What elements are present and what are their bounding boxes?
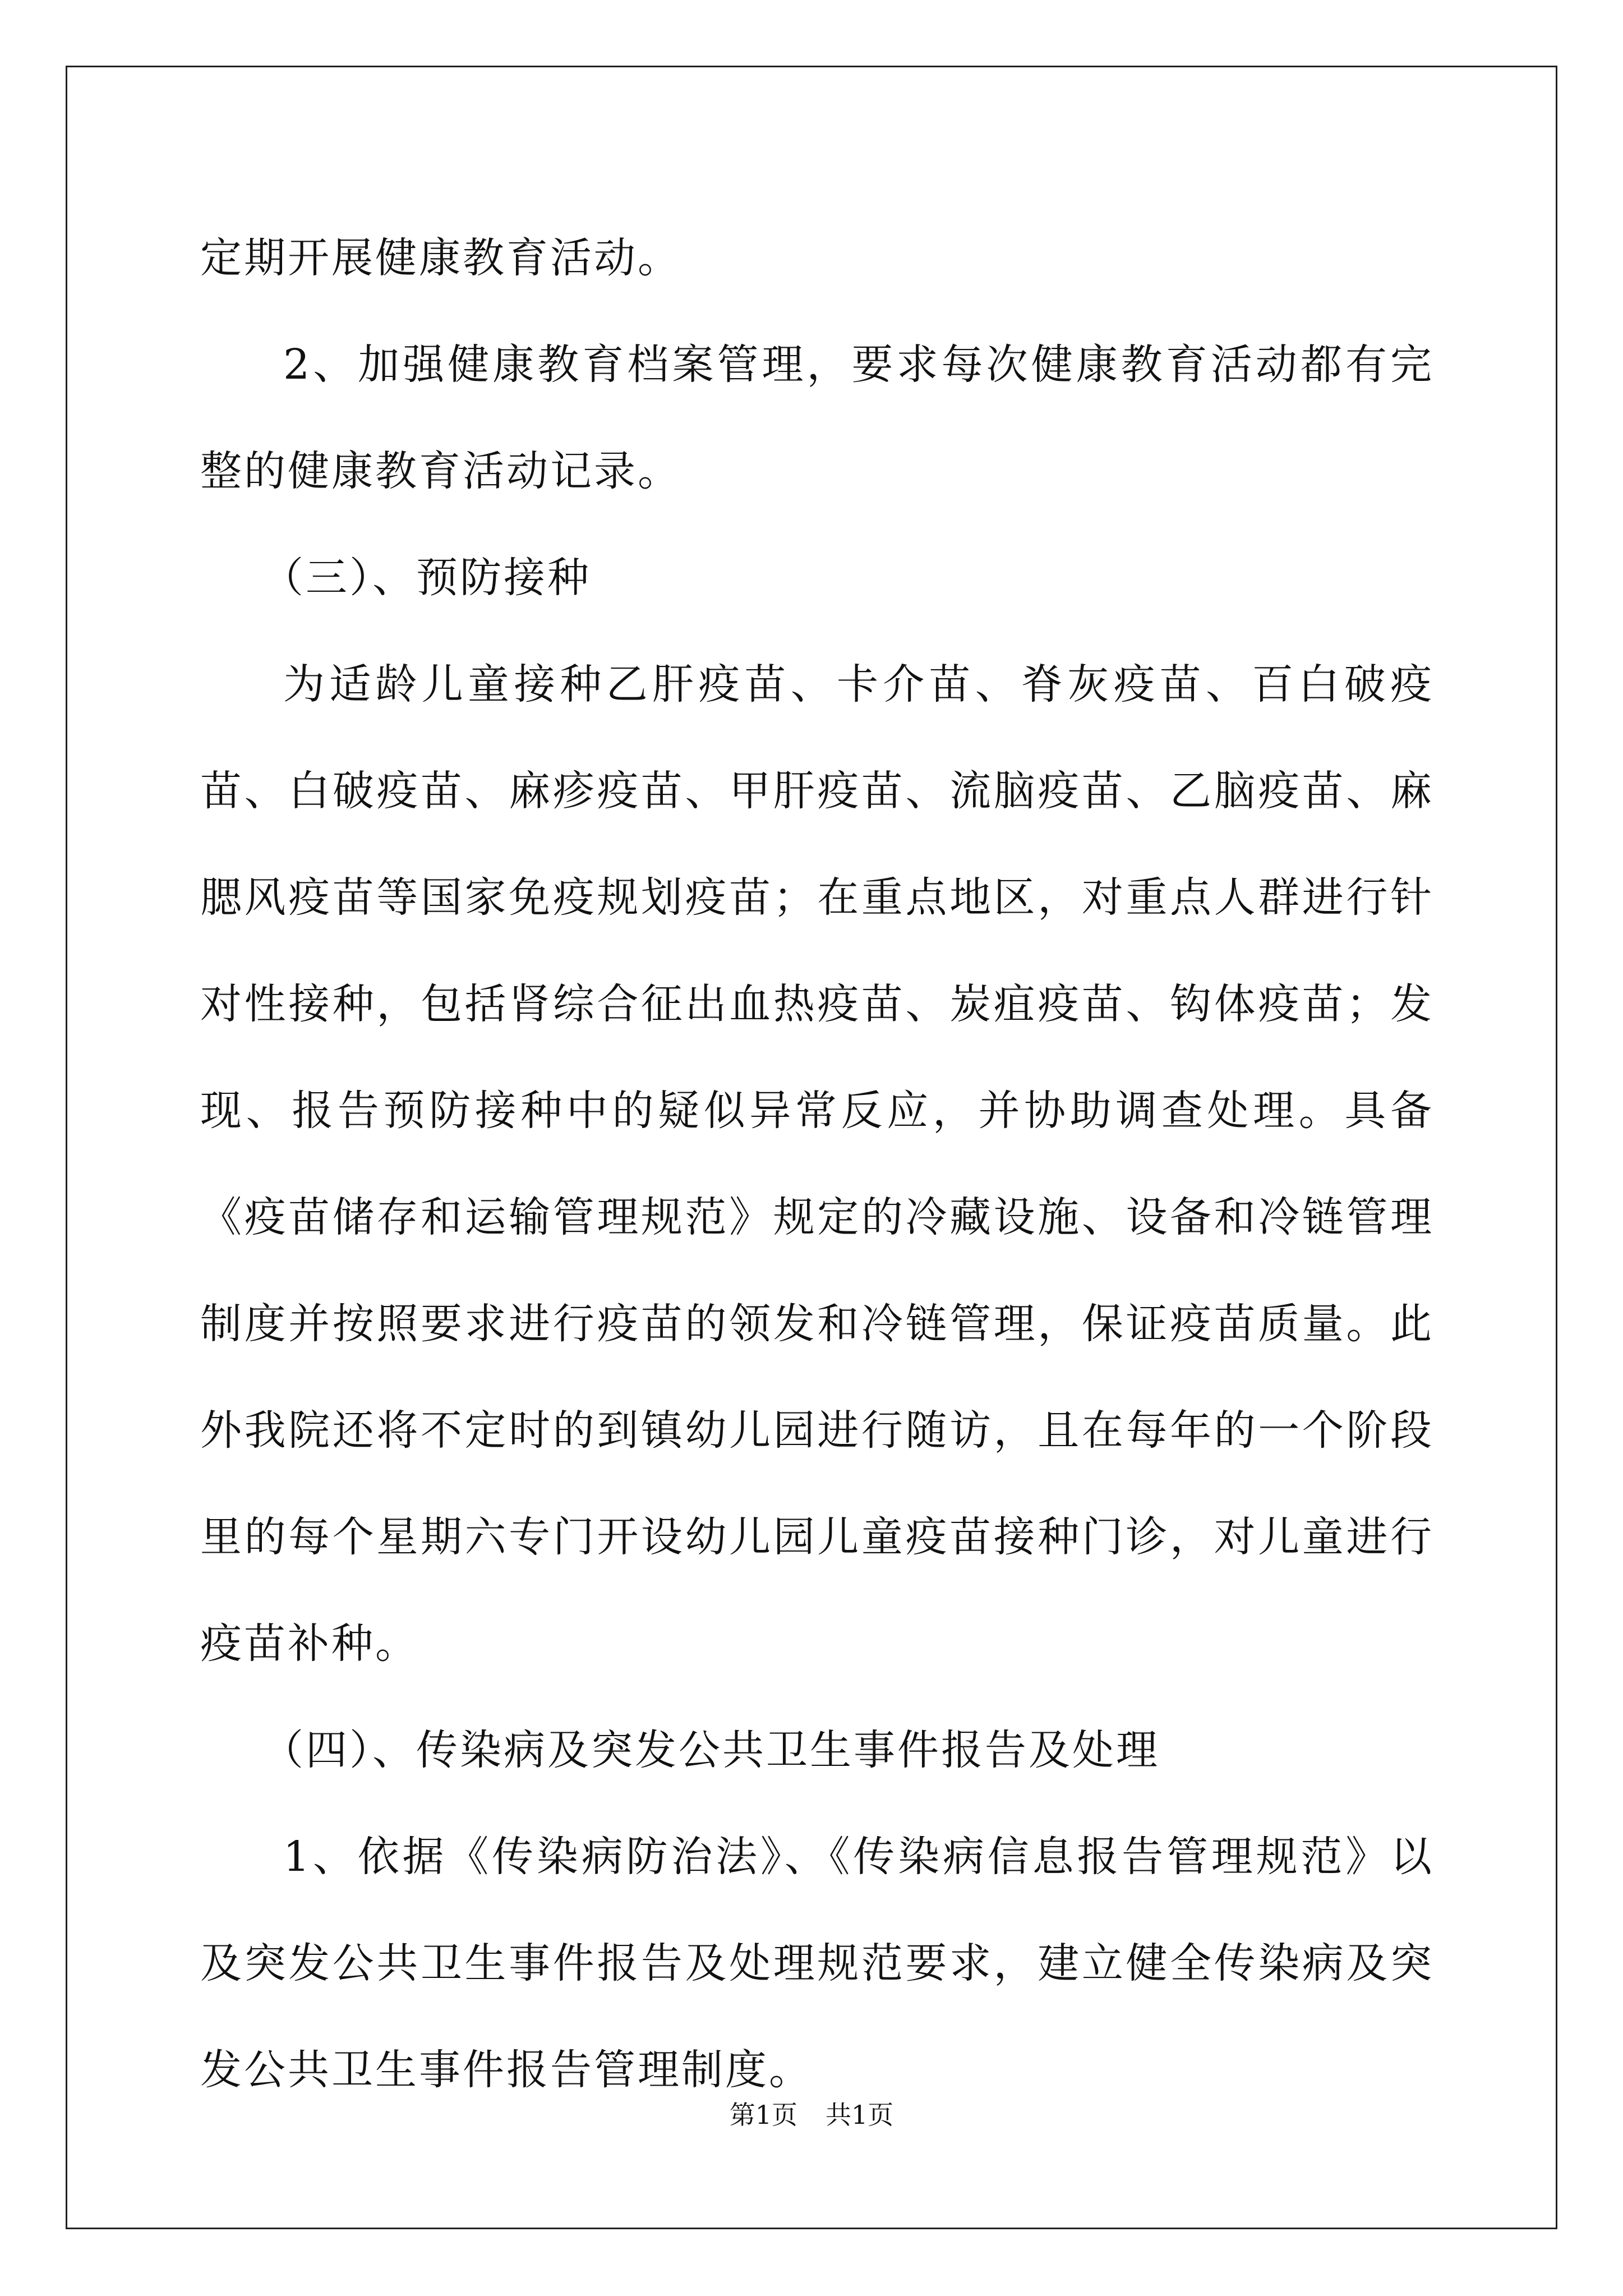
page-number: 第1页	[729, 2100, 797, 2130]
page-total: 共1页	[826, 2100, 894, 2130]
paragraph-6: 1、依据《传染病防治法》、《传染病信息报告管理规范》以及突发公共卫生事件报告及处理规范要求，建立健全传染病及突发公共卫生事件报告管理制度。	[200, 1833, 1434, 2094]
paragraph-4: 为适龄儿童接种乙肝疫苗、卡介苗、脊灰疫苗、百白破疫苗、白破疫苗、麻疹疫苗、甲肝疫苗、流脑疫苗、乙脑疫苗、麻腮风疫苗等国家免疫规划疫苗；在重点地区，对重点人群进行针对性接种，包括肾综合征出血热疫苗、炭疽疫苗、钩体疫苗；发现、报告预防接种中的疑似异常反应，并协助调查处理。具备《疫苗储存和运输管理规范》规定的冷藏设施、设备和冷链管理制度并按照要求进行疫苗的领发和冷链管理，保证疫苗质量。此外我院还将不定时的到镇幼儿园进行随访，且在每年的一个阶段里的每个星期六专门开设幼儿园儿童疫苗接种门诊，对儿童进行疫苗补种。	[200, 660, 1434, 1668]
document-body	[200, 205, 1434, 2123]
section-heading-4: （四）、传染病及突发公共卫生事件报告及处理	[262, 1726, 1160, 1774]
page-footer	[0, 2098, 1623, 2132]
paragraph-1: 定期开展健康教育活动。	[200, 234, 681, 282]
paragraph-2: 2、加强健康教育档案管理，要求每次健康教育活动都有完整的健康教育活动记录。	[200, 341, 1434, 495]
section-heading-3: （三）、预防接种	[262, 554, 591, 602]
